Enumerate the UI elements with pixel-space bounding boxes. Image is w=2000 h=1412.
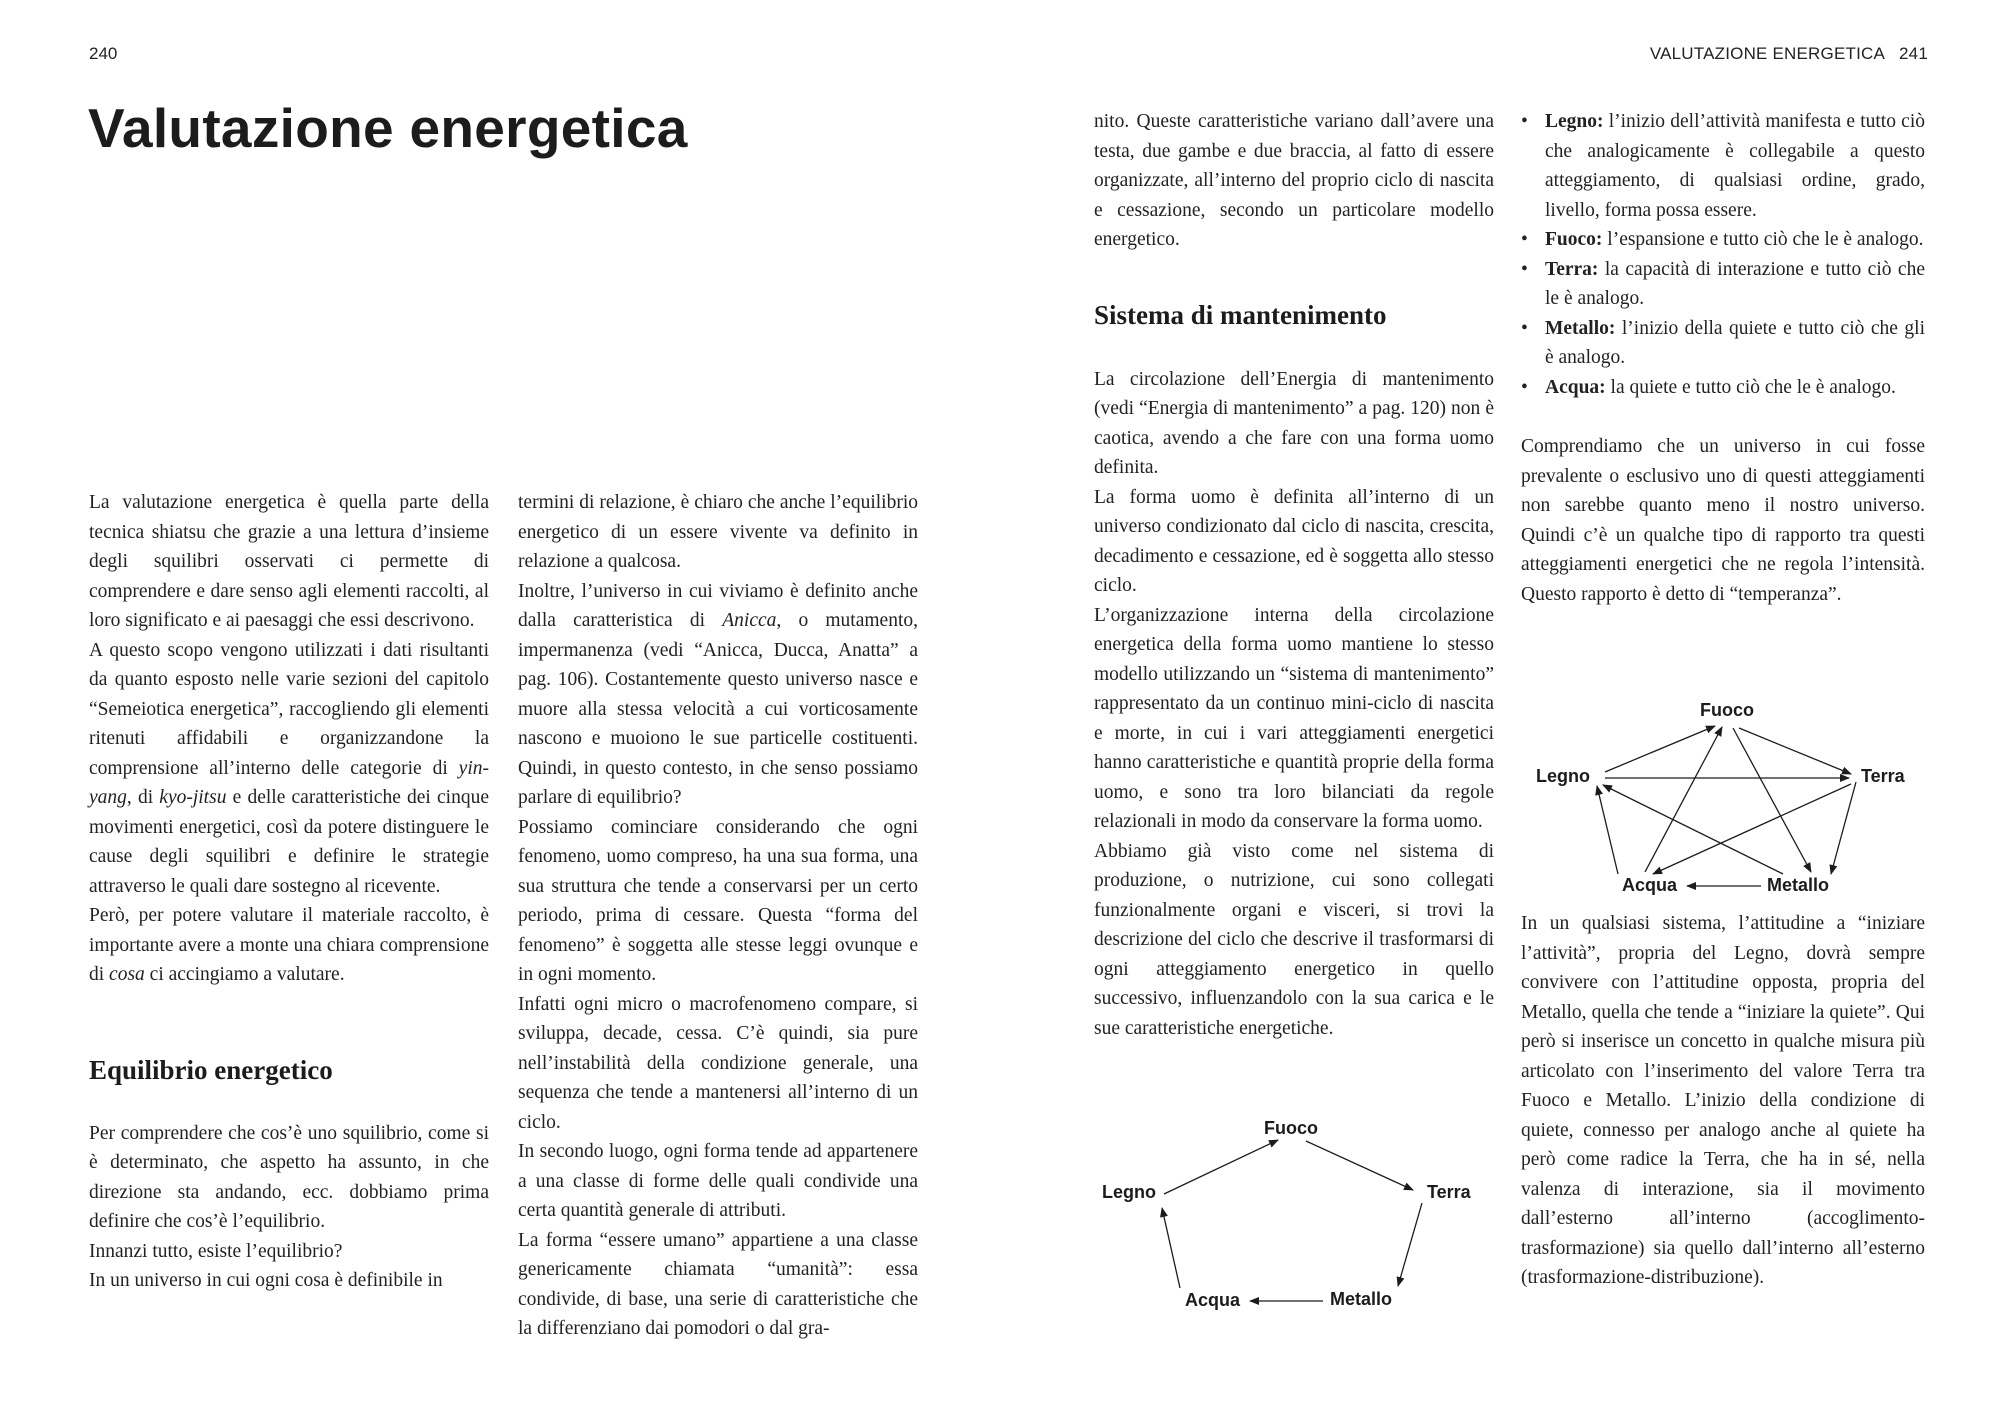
list-item (1521, 255, 1925, 314)
element-list (1521, 107, 1925, 402)
bullet-text: l’inizio della quiete e tutto ciò che gli è analogo. (1545, 317, 1925, 368)
text-run: , di (126, 787, 160, 808)
label-legno: Legno (1102, 1182, 1156, 1202)
generation-cycle-diagram (1094, 1110, 1494, 1340)
text-run: A questo scopo vengono utilizzati i dati risultanti da quanto esposto nelle varie sezioni del capitolo “Semeiotica energetica”, raccogliendo gli elementi ritenuti affidabili e organizzandone la comprensione all’interno delle categorie di (89, 639, 489, 779)
text-run: ci accingiamo a valutare. (144, 964, 345, 985)
bullet-icon: • (1521, 317, 1528, 339)
list-item (1521, 225, 1925, 255)
arrow-fuoco-terra (1306, 1141, 1413, 1190)
bullet-icon: • (1521, 229, 1528, 250)
paragraph: La valutazione energetica è quella parte della tecnica shiatsu che grazie a una lettura d’insieme degli squilibri osservati ci permette di comprendere e dare senso agli elementi raccolti, al loro significato e ai paesaggi che essi descrivono. (89, 492, 489, 631)
bullet-text: l’espansione e tutto ciò che le è analogo. (1602, 229, 1924, 250)
page-title: Valutazione energetica (88, 97, 688, 159)
paragraph: La forma “essere umano” appartiene a una classe genericamente chiamata “umanità”: essa condivide, di base, una serie di caratteristiche che la differenziano dai pomodori o dal gra- (518, 1229, 918, 1339)
list-item (1521, 107, 1925, 225)
bullet-text: l’inizio dell’attività manifesta e tutto ciò che analogicamente è collegabile a questo atteggiamento, di qualsiasi ordine, grado, livello, forma possa essere. (1545, 111, 1925, 221)
label-metallo: Metallo (1330, 1289, 1393, 1309)
bullet-icon: • (1521, 258, 1528, 280)
text-run: Però, per potere valutare il materiale raccolto, è importante avere a monte una chiara comprensione di (89, 905, 489, 985)
paragraph: termini di relazione, è chiaro che anche l’equilibrio energetico di un essere vivente va definito in relazione a qualcosa. (518, 492, 918, 572)
paragraph: nito. Queste caratteristiche variano dall’avere una testa, due gambe e due braccia, al fatto di essere organizzate, all’interno del proprio ciclo di nascita e cessazione, secondo un particolare modello energetico. (1094, 111, 1494, 250)
paragraph: Infatti ogni micro o macrofenomeno compare, si sviluppa, decade, cessa. C’è quindi, sia pure nell’instabilità della condizione generale, una sequenza che tende a mantenersi all’interno di un ciclo. (518, 993, 918, 1133)
list-item (1521, 373, 1925, 403)
paragraph: Comprendiamo che un universo in cui fosse prevalente o esclusivo uno di questi atteggiamenti non sarebbe quanto meno il nostro universo. Quindi c’è un qualche tipo di rapporto tra questi atteggiamenti energetici che ne regola l’intensità. Questo rapporto è detto di “temperanza”. (1521, 436, 1925, 605)
bullet-term: Acqua: (1545, 376, 1606, 398)
running-header-title: VALUTAZIONE ENERGETICA (1649, 44, 1886, 63)
arrow-fuoco-terra (1739, 728, 1851, 774)
section-heading-sistema: Sistema di mantenimento (1094, 299, 1387, 330)
arrow-metallo-legno (1603, 785, 1783, 874)
paragraph: La circolazione dell’Energia di mantenimento (vedi “Energia di mantenimento” a pag. 120) non è caotica, avendo a che fare con una forma uomo definita. (1094, 368, 1494, 478)
arrow-fuoco-metallo (1733, 728, 1811, 872)
text-run: Inoltre, l’universo in cui viviamo è definito anche dalla caratteristica di (518, 580, 918, 631)
section-heading-equilibrio: Equilibrio energetico (89, 1054, 333, 1085)
bullet-term: Fuoco: (1545, 229, 1603, 250)
list-item (1521, 314, 1925, 373)
italic-term: Anicca (722, 610, 777, 631)
bullet-icon: • (1521, 111, 1528, 132)
bullet-term: Terra: (1545, 258, 1599, 280)
italic-term: yin-yang (89, 757, 489, 808)
paragraph: Possiamo cominciare considerando che ogni fenomeno, uomo compreso, ha una sua forma, una sua struttura che tende a conservarsi per un certo periodo, prima di cessare. Questa “forma del fenomeno” è soggetta alle stesse leggi ovunque e in ogni momento. (518, 816, 918, 985)
right-page-number: 241 (1899, 44, 1928, 63)
label-terra: Terra (1427, 1182, 1471, 1202)
right-column-1 (1094, 107, 1494, 1043)
text-run: , o mutamento, impermanenza (vedi “Anicca, Ducca, Anatta” a pag. 106). Costantemente questo universo nasce e muore alla stessa velocità a cui vorticosamente nascono e muoiono le sue particelle costituenti. Quindi, in questo contesto, in che senso possiamo parlare di equilibrio? (518, 610, 918, 808)
text-run: e delle caratteristiche dei cinque movimenti energetici, così da potere distinguere le cause degli squilibri e definire le strategie attraverso le quali dare sostegno al ricevente. (89, 787, 489, 897)
italic-term: kyo-jitsu (159, 787, 227, 808)
bullet-icon: • (1521, 376, 1528, 398)
running-header (1650, 44, 1928, 64)
arrow-acqua-legno (1597, 786, 1618, 874)
arrow-acqua-fuoco (1645, 727, 1722, 872)
arrow-acqua-legno (1162, 1208, 1180, 1288)
label-legno: Legno (1536, 766, 1590, 786)
label-terra: Terra (1861, 766, 1905, 786)
paragraph: L’organizzazione interna della circolazione energetica della forma uomo mantiene lo stesso modello utilizzando un “sistema di mantenimento” rappresentato da un continuo mini-ciclo di nascita e morte, in cui i vari atteggiamenti energetici hanno caratteristiche e quantità proprie della forma uomo, e sono tra loro bilanciati da regole relazionali in modo da conservare la forma uomo. (1094, 604, 1494, 832)
paragraph: Per comprendere che cos’è uno squilibrio, come si è determinato, che aspetto ha assunto, in che direzione sta andando, ecc. dobbiamo prima definire che cos’è l’equilibrio. (89, 1122, 489, 1232)
arrow-terra-metallo (1398, 1203, 1422, 1286)
label-fuoco: Fuoco (1700, 700, 1754, 720)
italic-term: cosa (109, 964, 145, 985)
paragraph (518, 577, 918, 813)
paragraph (89, 636, 489, 902)
arrow-legno-fuoco (1605, 726, 1715, 772)
temperance-star-diagram (1521, 690, 1925, 910)
paragraph: In un universo in cui ogni cosa è definibile in (89, 1270, 443, 1291)
label-fuoco: Fuoco (1264, 1118, 1318, 1138)
paragraph: In secondo luogo, ogni forma tende ad appartenere a una classe di forme delle quali condivide una certa quantità generale di attributi. (518, 1141, 918, 1221)
bullet-text: la quiete e tutto ciò che le è analogo. (1605, 376, 1896, 398)
arrow-terra-metallo (1831, 782, 1856, 874)
left-column-2 (518, 488, 918, 1344)
bullet-term: Legno: (1545, 111, 1604, 132)
paragraph: Innanzi tutto, esiste l’equilibrio? (89, 1240, 343, 1262)
paragraph: La forma uomo è definita all’interno di un universo condizionato dal ciclo di nascita, crescita, decadimento e cessazione, ed è soggetta allo stesso ciclo. (1094, 486, 1494, 596)
bullet-text: la capacità di interazione e tutto ciò che le è analogo. (1545, 258, 1925, 309)
label-acqua: Acqua (1622, 875, 1678, 895)
arrow-legno-fuoco (1164, 1140, 1278, 1194)
paragraph: Abbiamo già visto come nel sistema di produzione, o nutrizione, cui sono collegati funzionalmente organi e visceri, si trovi la descrizione del ciclo che descrive il trasformarsi di ogni atteggiamento energetico in quello successivo, influenzandolo con la sua carica e le sue caratteristiche energetiche. (1094, 840, 1494, 1039)
bullet-term: Metallo: (1545, 317, 1616, 339)
paragraph (89, 901, 489, 990)
arrow-terra-acqua (1653, 784, 1851, 874)
left-page-number: 240 (89, 44, 118, 63)
label-metallo: Metallo (1767, 875, 1830, 895)
label-acqua: Acqua (1185, 1290, 1241, 1310)
paragraph: In un qualsiasi sistema, l’attitudine a “iniziare l’attività”, propria del Legno, dovrà sempre convivere con l’attitudine opposta, propria del Metallo, quella che tende a “iniziare la quiete”. Qui però si inserisce un concetto in qualche misura più articolato con l’inserimento del valore Terra tra Fuoco e Metallo. L’inizio della condizione di quiete, connesso per analogo anche al quiete ha però come radice la Terra, che ha in sé, nella valenza di interazione, sia il movimento dall’esterno all’interno (accoglimento-trasformazione) sia quello dall’interno all’esterno (trasformazione-distribuzione). (1521, 913, 1925, 1288)
left-column-1 (89, 488, 489, 1296)
